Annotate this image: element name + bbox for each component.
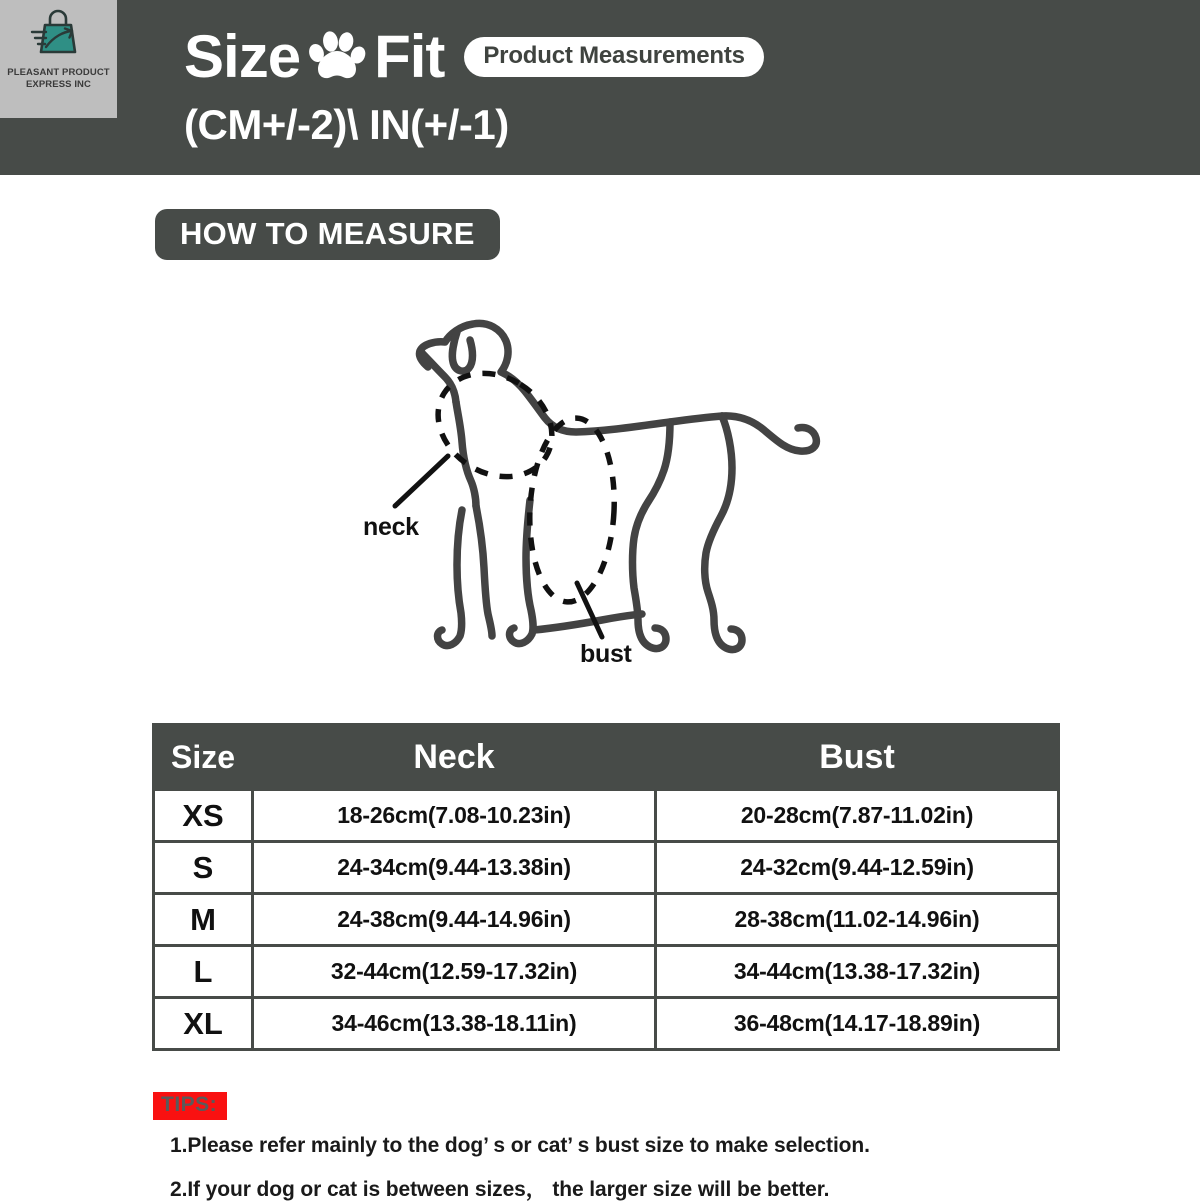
table-row — [154, 790, 1059, 842]
cell-size: L — [154, 946, 253, 998]
tips-badge: TIPS: — [153, 1092, 227, 1120]
cell-size: XL — [154, 998, 253, 1050]
table-row — [154, 842, 1059, 894]
cell-bust: 20-28cm(7.87-11.02in) — [656, 790, 1059, 842]
brand-name-line1: PLEASANT PRODUCT — [7, 67, 110, 78]
size-chart-table — [152, 723, 1060, 1051]
bust-label: bust — [580, 640, 632, 668]
cell-bust: 24-32cm(9.44-12.59in) — [656, 842, 1059, 894]
column-header-size: Size — [154, 725, 253, 790]
table-body — [154, 790, 1059, 1050]
cell-bust: 36-48cm(14.17-18.89in) — [656, 998, 1059, 1050]
cell-neck: 24-34cm(9.44-13.38in) — [253, 842, 656, 894]
cell-size: XS — [154, 790, 253, 842]
table-row — [154, 894, 1059, 946]
table-row — [154, 998, 1059, 1050]
paw-print-icon — [308, 29, 366, 85]
page-title-fit: Fit — [374, 23, 445, 90]
cell-size: M — [154, 894, 253, 946]
column-header-neck: Neck — [253, 725, 656, 790]
table-header — [154, 725, 1059, 790]
neck-label: neck — [363, 513, 419, 541]
cell-neck: 32-44cm(12.59-17.32in) — [253, 946, 656, 998]
cell-neck: 34-46cm(13.38-18.11in) — [253, 998, 656, 1050]
page-title-size: Size — [184, 23, 301, 90]
neck-leader-line — [395, 456, 448, 506]
cell-bust: 28-38cm(11.02-14.96in) — [656, 894, 1059, 946]
cell-size: S — [154, 842, 253, 894]
tips-line-2: 2.If your dog or cat is between sizes， the larger size will be better. — [170, 1178, 830, 1201]
bust-measure-ellipse — [525, 416, 619, 604]
title-row — [184, 22, 764, 92]
cell-neck: 24-38cm(9.44-14.96in) — [253, 894, 656, 946]
shopping-bag-icon — [28, 8, 90, 64]
table-row — [154, 946, 1059, 998]
cell-bust: 34-44cm(13.38-17.32in) — [656, 946, 1059, 998]
how-to-measure-badge: HOW TO MEASURE — [155, 209, 500, 260]
product-measurements-badge: Product Measurements — [464, 37, 763, 77]
tips-line-1: 1.Please refer mainly to the dog’ s or cat’ s bust size to make selection. — [170, 1134, 870, 1157]
header-bar — [0, 0, 1200, 175]
measurement-diagram — [340, 310, 900, 700]
brand-logo — [0, 0, 117, 118]
brand-name — [7, 67, 109, 91]
brand-name-line2: EXPRESS INC — [26, 78, 91, 90]
column-header-bust: Bust — [656, 725, 1059, 790]
page-subtitle: (CM+/-2)\ IN(+/-1) — [184, 101, 509, 148]
cell-neck: 18-26cm(7.08-10.23in) — [253, 790, 656, 842]
table-header-row — [154, 725, 1059, 790]
